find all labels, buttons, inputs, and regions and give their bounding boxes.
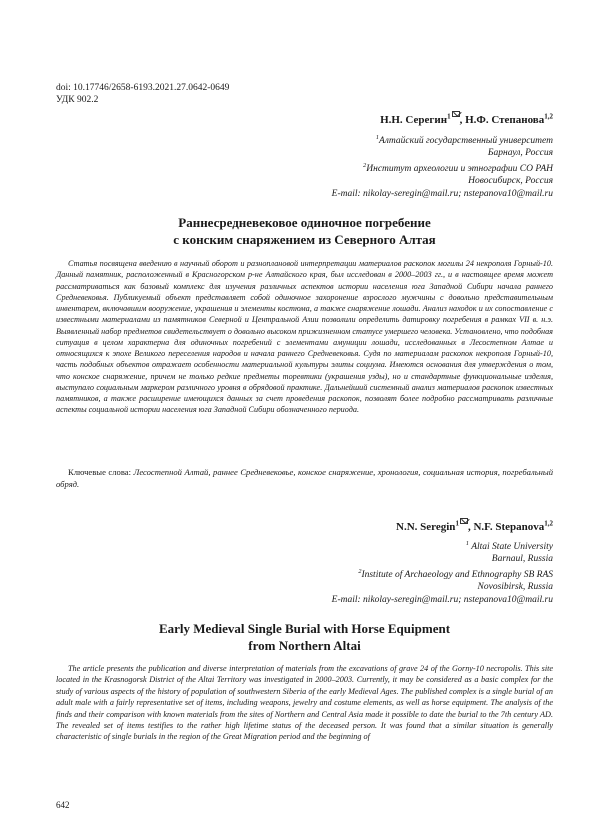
keywords-list: Лесостепной Алтай, раннее Средневековье, конское снаряжение, хронология, социальная история, погребальный обряд. <box>56 467 553 489</box>
envelope-icon <box>460 518 468 524</box>
affil2-city-en: Novosibirsk, Russia <box>477 582 553 593</box>
affil2-city-ru: Новосибирск, Россия <box>468 176 553 187</box>
envelope-icon <box>452 111 460 117</box>
author2-ru: Н.Ф. Степанова <box>465 114 545 126</box>
author1-ru: Н.Н. Серегин <box>380 114 448 126</box>
affiliations-ru: $^1$Алтайский государственный университет Барнаул, Россия $^2$Институт археологии и этнографии СО РАН Новосибирск, Россия E-mail: nikolay-seregin@mail.ru; nstepanova10@mail.ru <box>331 134 553 199</box>
article-meta <box>56 82 229 106</box>
email-ru: E-mail: nikolay-seregin@mail.ru; nstepanova10@mail.ru <box>331 188 553 199</box>
affil1-city-en: Barnaul, Russia <box>491 554 553 565</box>
affil2-name-ru: Институт археологии и этнографии СО РАН <box>366 163 553 174</box>
paper-page <box>56 0 553 820</box>
author2-en: N.F. Stepanova <box>473 521 545 533</box>
doi: doi: 10.17746/2658-6193.2021.27.0642-0649 <box>56 83 230 93</box>
affil1-name-en: Altai State University <box>469 542 553 553</box>
keywords-label: Ключевые слова: <box>68 467 134 477</box>
page-number: 642 <box>56 800 70 810</box>
author1-sup-en: 1 <box>455 519 459 528</box>
affil2-name-en: Institute of Archaeology and Ethnography SB RAS <box>361 569 553 580</box>
affiliations-en: $^1$ Altai State University Barnaul, Russia $^2$Institute of Archaeology and Ethnography SB RAS Novosibirsk, Russia E-mail: nikolay-seregin@mail.ru; nstepanova10@mail.ru <box>331 540 553 605</box>
author2-sup-ru: 1,2 <box>544 112 553 121</box>
abstract-en: The article presents the publication and diverse interpretation of materials from the excavations of grave 24 of the Gorny-10 necropolis. This site located in the Krasnogorsk District of the Altai Territory was investigated in 2000–2003. Currently, it may be considered as a basic complex for the study of various aspects of the history of population of southwestern Siberia of the early Medieval Ages. The published complex is a single burial of an adult male with a fairly representative set of items, including weapons, jewelry and costume elements, as well as horse equipment. The analysis of the finds and their comparison with known materials from the sites of Northern and Central Asia made it possible to date the burial to the 7th century AD. The revealed set of items testifies to the rather high lifetime status of the deceased person. It was found that a similar situation is generally characteristic of single burials in the region of the Great Migration period and the beginning of <box>56 664 553 742</box>
affil1-city-ru: Барнаул, Россия <box>487 148 553 159</box>
author1-en: N.N. Seregin <box>396 521 456 533</box>
authors-ru: Н.Н. Серегин$^1$ , Н.Ф. Степанова$^{1,2}$ <box>380 112 553 126</box>
title-en: Early Medieval Single Burial with Horse Equipment from Northern Altai <box>158 621 451 653</box>
author2-sup-en: 1,2 <box>544 519 553 528</box>
email-en: E-mail: nikolay-seregin@mail.ru; nstepanova10@mail.ru <box>331 594 553 605</box>
keywords-ru <box>56 467 553 490</box>
author1-sup-ru: 1 <box>447 112 451 121</box>
affil1-name-ru: Алтайский государственный университет <box>378 136 553 147</box>
udk: УДК 902.2 <box>56 95 99 105</box>
authors-en: N.N. Seregin$^1$ , N.F. Stepanova$^{1,2}$ <box>396 519 553 533</box>
title-ru: Раннесредневековое одиночное погребение с конским снаряжением из Северного Алтая <box>173 215 436 247</box>
abstract-ru: Статья посвящена введению в научный оборот и разноплановой интерпретации материалов раскопок могилы 24 некрополя Горный-10. Данный памятник, расположенный в Красногорском р-не Алтайского края, был исследован в 2000–2003 гг., и в настоящее время может рассматриваться как базовый комплекс для изучения различных аспектов истории населения юга Западной Сибири начала раннего Средневековья. Публикуемый объект представляет собой одиночное захоронение взрослого мужчины с довольно представительным инвентарем, включавшим вооружение, украшения и элементы костюма, а также снаряжение лошади. Анализ находок и их сопоставление с известными материалами из памятников Северной и Центральной Азии позволили определить датировку погребения в рамках VII в. н.э. Выявленный набор предметов свидетельствует о довольно высоком прижизненном статусе умершего человека. Установлено, что подобная ситуация в целом характерна для одиночных погребений с элементами амуниции лошади, исследованных в Лесостепном Алтае и относящихся к эпохе Великого переселения народов и начала раннего Средневековья. Судя по материалам раскопок некрополя Горный-10, часть подобных объектов отражает особенности материальной культуры элиты социума. Имеются основания для утверждения о том, что конское снаряжение, причем не только редкие предметы торевтики (украшения узды), но и стандартные функциональные изделия, выступало социальным маркером различного уровня в обрядовой практике. Дальнейший системный анализ материалов раскопок известных памятников, а также расширение имеющихся данных за счет проведения раскопок, позволят более подробно рассматривать различные аспекты социальной истории населения юга Западной Сибири обозначенного периода. <box>56 259 553 415</box>
